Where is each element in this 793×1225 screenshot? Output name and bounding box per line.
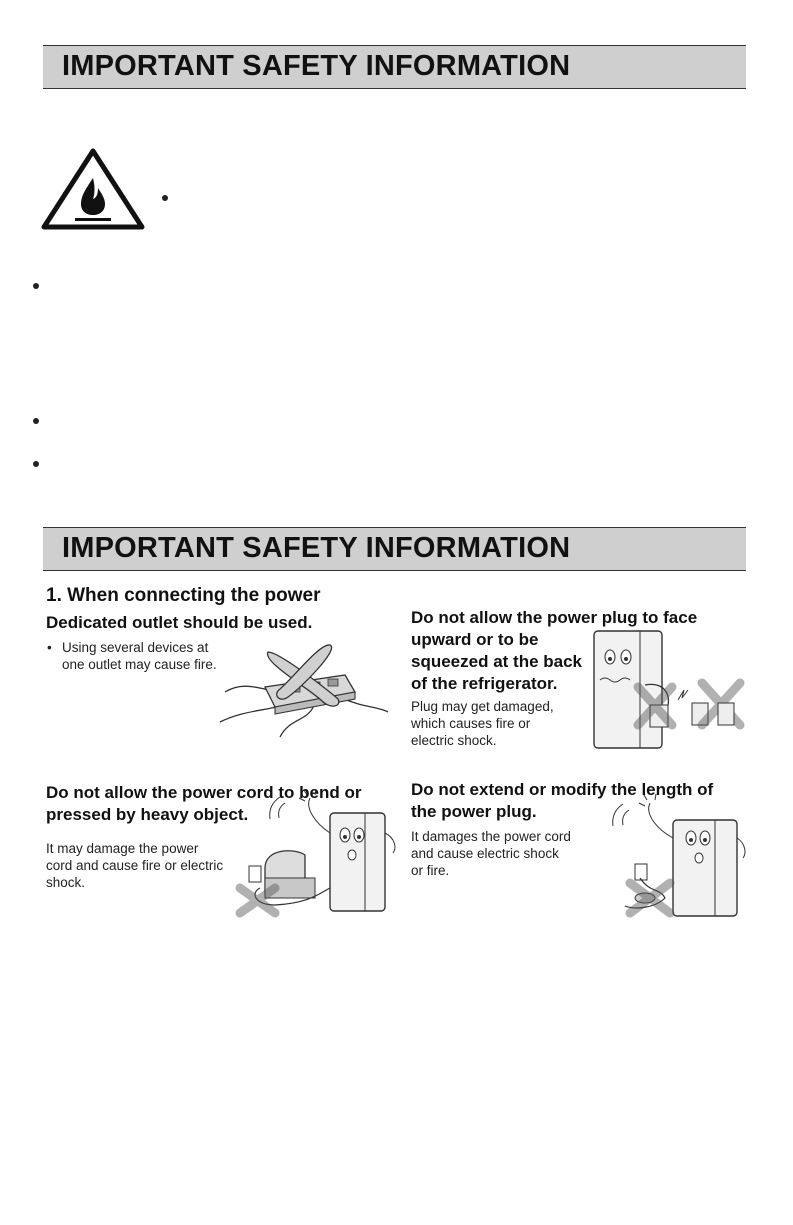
item-text-line: It may damage the power [46, 841, 199, 856]
item-text-line: It damages the power cord [411, 829, 571, 844]
bullet-dot [33, 283, 39, 289]
refrigerator-plug-illustration [590, 625, 755, 750]
power-strip-illustration [220, 637, 390, 737]
bullet-mark: • [47, 640, 52, 655]
bullet-dot [33, 418, 39, 424]
cord-under-chair-illustration [235, 793, 395, 918]
bullet-dot [162, 195, 168, 201]
item-heading-line: Do not allow the power plug to face [411, 608, 698, 627]
item-heading-line: the power plug. [411, 802, 537, 821]
item-heading-dedicated-outlet: Dedicated outlet should be used. [46, 613, 313, 632]
section-banner-bottom [43, 527, 746, 571]
extension-cord-illustration [615, 798, 745, 918]
item-heading-line: pressed by heavy object. [46, 805, 249, 824]
item-text-line: Using several devices at [62, 640, 209, 655]
item-text-line: which causes fire or [411, 716, 531, 731]
item-text-line: or fire. [411, 863, 450, 878]
item-heading-line: Do not allow the power cord to bend or [46, 783, 362, 802]
item-text-line: shock. [46, 875, 86, 890]
bullet-dot [33, 461, 39, 467]
section-title-top: IMPORTANT SAFETY INFORMATION [62, 50, 571, 82]
section-banner-top [43, 45, 746, 89]
item-heading-line: upward or to be [411, 630, 539, 649]
flammable-warning-icon [41, 148, 145, 230]
item-text-line: Plug may get damaged, [411, 699, 554, 714]
item-text-line: cord and cause fire or electric [46, 858, 224, 873]
item-text-line: and cause electric shock [411, 846, 559, 861]
section-title-bottom: IMPORTANT SAFETY INFORMATION [62, 532, 571, 564]
item-heading-line: of the refrigerator. [411, 674, 558, 693]
item-text-line: one outlet may cause fire. [62, 657, 217, 672]
item-heading-line: Do not extend or modify the length of [411, 780, 714, 799]
item-text-line: electric shock. [411, 733, 497, 748]
item-heading-line: squeezed at the back [411, 652, 583, 671]
section-subtitle: 1. When connecting the power [46, 585, 321, 606]
